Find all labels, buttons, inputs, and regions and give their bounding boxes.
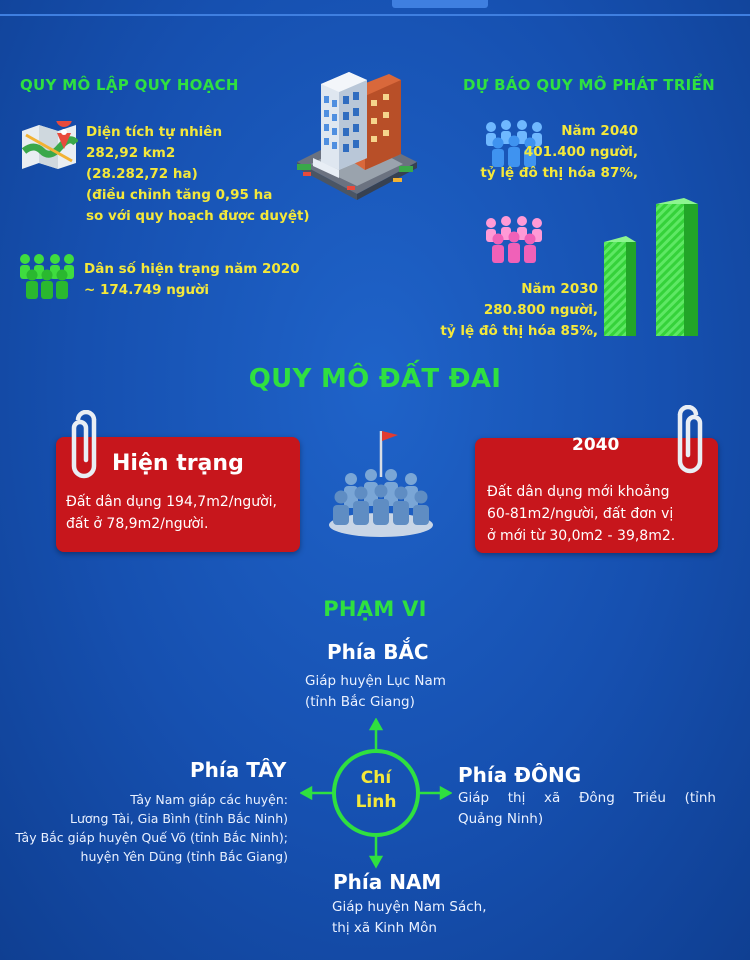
people-group-icon — [16, 251, 78, 301]
forecast-2030-line: Năm 2030 — [521, 281, 598, 297]
current-title: Hiện trạng — [112, 451, 244, 476]
south-text — [332, 897, 487, 939]
forecast-2040 — [480, 121, 638, 184]
center-line: Chí — [360, 768, 392, 788]
current-line: đất ở 78,9m2/người. — [66, 516, 209, 532]
paperclip-icon — [664, 405, 710, 483]
south-line: thị xã Kinh Môn — [332, 920, 437, 936]
north-line: Giáp huyện Lục Nam — [305, 673, 446, 689]
people-2030-icon — [481, 215, 547, 265]
area-line: Diện tích tự nhiên — [86, 124, 223, 140]
top-tab-decoration — [392, 0, 488, 8]
forecast-2030-line: tỷ lệ đô thị hóa 85%, — [440, 323, 598, 339]
paperclip-icon — [64, 410, 110, 488]
center-line: Linh — [355, 792, 397, 812]
south-title: Phía NAM — [333, 870, 442, 894]
area-line: (28.282,72 ha) — [86, 166, 198, 182]
south-line: Giáp huyện Nam Sách, — [332, 899, 487, 915]
planning-scale-title: QUY MÔ LẬP QUY HOẠCH — [20, 76, 239, 94]
forecast-2040-line: tỷ lệ đô thị hóa 87%, — [480, 165, 638, 181]
future-title: 2040 — [572, 435, 620, 455]
scope-title: PHẠM VI — [323, 597, 427, 621]
east-line: Quảng Ninh) — [458, 811, 544, 827]
population-line: ~ 174.749 người — [84, 282, 209, 298]
current-text — [66, 491, 277, 535]
west-line: huyện Yên Dũng (tỉnh Bắc Giang) — [80, 849, 288, 864]
flag-crowd-icon — [326, 427, 436, 539]
population-info — [84, 259, 300, 301]
east-title: Phía ĐÔNG — [458, 763, 582, 787]
future-line: ở mới từ 30,0m2 - 39,8m2. — [487, 528, 676, 544]
land-scale-title: QUY MÔ ĐẤT ĐAI — [248, 364, 502, 394]
north-text — [305, 671, 446, 713]
population-line: Dân số hiện trạng năm 2020 — [84, 261, 300, 277]
map-pin-icon — [20, 121, 78, 171]
bar-chart-icon — [600, 196, 704, 342]
forecast-2030-line: 280.800 người, — [483, 302, 598, 318]
future-line: Đất dân dụng mới khoảng — [487, 484, 670, 500]
future-text — [487, 481, 675, 547]
forecast-2040-line: Năm 2040 — [561, 123, 638, 139]
center-city-label — [334, 751, 418, 835]
top-divider — [0, 14, 750, 16]
west-title: Phía TÂY — [190, 758, 287, 782]
east-line: Giáp thị xã Đông Triều (tỉnh — [458, 790, 716, 806]
north-line: (tỉnh Bắc Giang) — [305, 694, 415, 710]
forecast-2030 — [440, 279, 598, 342]
west-line: Tây Nam giáp các huyện: — [130, 792, 288, 807]
west-line: Tây Bắc giáp huyện Quế Võ (tỉnh Bắc Ninh); — [15, 830, 288, 845]
area-line: 282,92 km2 — [86, 145, 176, 161]
area-line: so với quy hoạch được duyệt) — [86, 208, 310, 224]
future-line: 60-81m2/người, đất đơn vị — [487, 506, 674, 522]
building-icon — [293, 66, 421, 200]
forecast-title: DỰ BÁO QUY MÔ PHÁT TRIỂN — [463, 76, 715, 94]
current-line: Đất dân dụng 194,7m2/người, — [66, 494, 278, 510]
forecast-2040-line: 401.400 người, — [523, 144, 638, 160]
west-text — [15, 790, 288, 866]
west-line: Lương Tài, Gia Bình (tỉnh Bắc Ninh) — [70, 811, 288, 826]
area-info — [86, 122, 310, 227]
north-title: Phía BẮC — [327, 640, 429, 664]
area-line: (điều chỉnh tăng 0,95 ha — [86, 187, 273, 203]
